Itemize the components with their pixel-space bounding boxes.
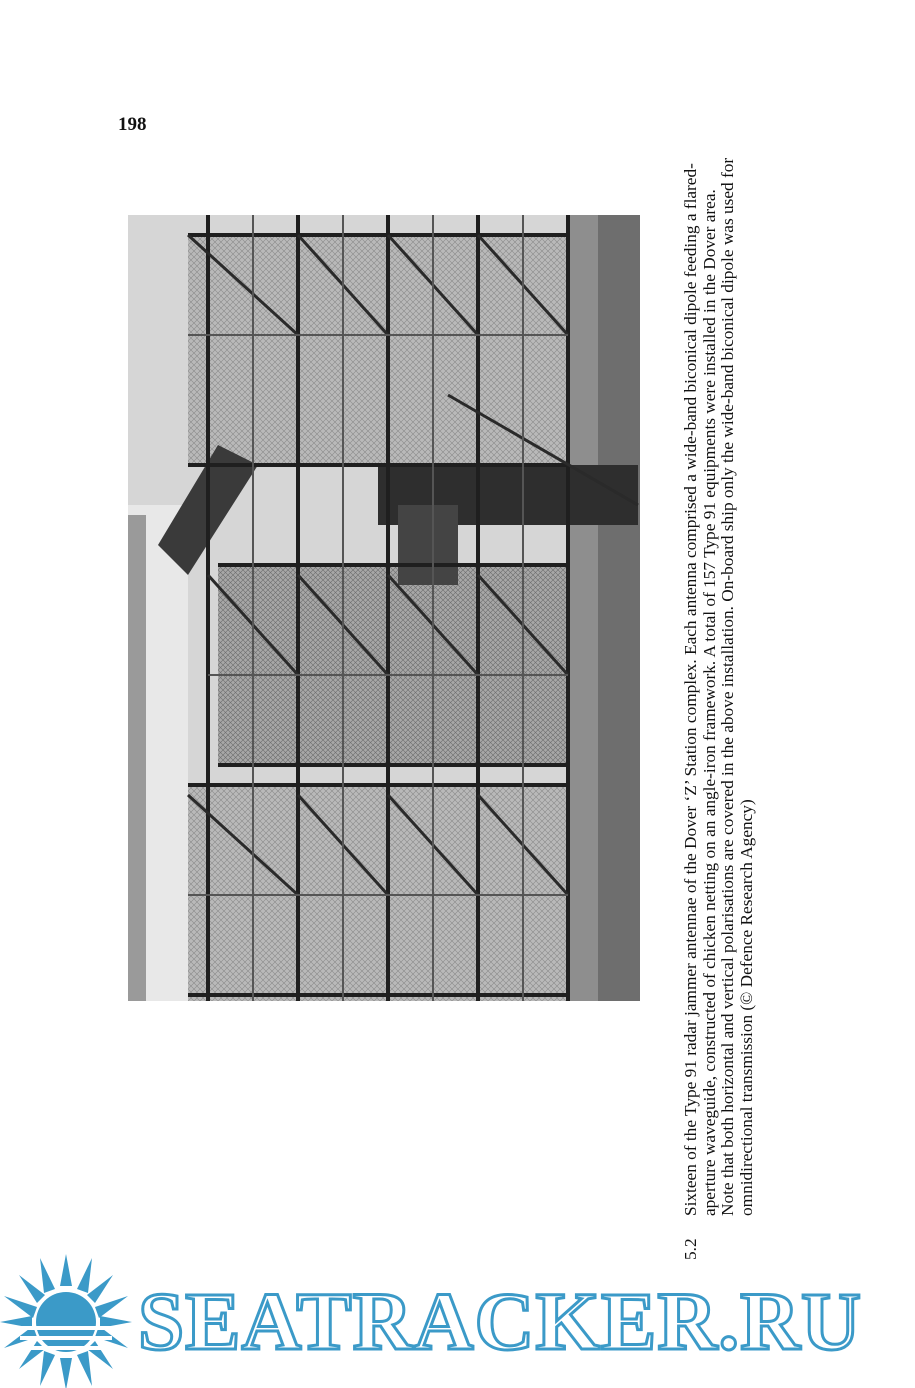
sun-logo-icon [0, 1252, 140, 1388]
figure-number: 5.2 [681, 1238, 700, 1260]
page-number: 198 [118, 114, 147, 135]
watermark [0, 1252, 915, 1388]
antenna-photograph [128, 215, 640, 1001]
figure-caption [682, 155, 777, 1260]
watermark-text: SEATRACKER.RU [138, 1275, 862, 1367]
figure-caption-text: Sixteen of the Type 91 radar jammer antennae of the Dover ‘Z’ Station complex. Each antenna comprised a wide-band biconical dipole feeding a flared-aperture waveguide, constructed of chicken netting on an angle-iron framework. A total of 157 Type 91 equipments were installed in the Dover area. Note that both horizontal and vertical polarisations are covered in the above installation. On-board ship only the wide-band biconical dipole was used for omnidirectional transmission (© Defence Research Agency) [681, 157, 756, 1216]
